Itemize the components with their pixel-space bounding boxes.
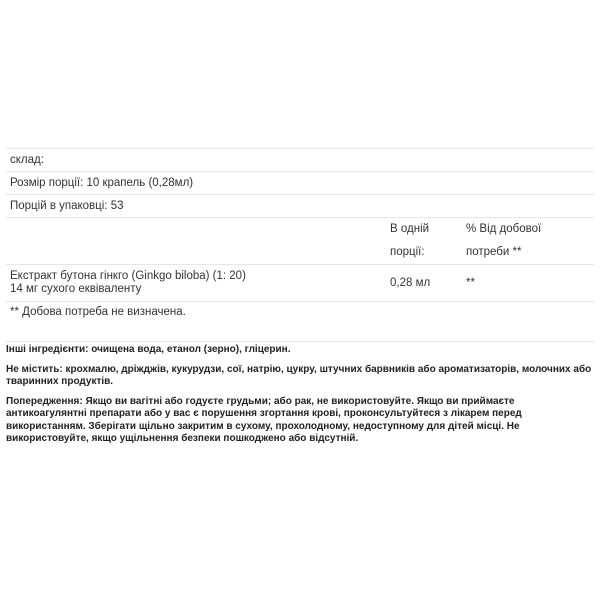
header-amount-line1: В одній xyxy=(390,223,430,235)
table-row-ingredient xyxy=(6,265,594,302)
facts-title: склад: xyxy=(6,149,594,172)
header-amount xyxy=(386,218,462,265)
table-header-row xyxy=(6,218,594,265)
ingredient-sub: 14 мг сухого еквіваленту xyxy=(10,283,142,295)
footnote: ** Добова потреба не визначена. xyxy=(6,302,594,342)
supplement-facts-table xyxy=(6,148,594,342)
other-ingredients: Інші інгредієнти: очищена вода, етанол (зерно), гліцерин. xyxy=(6,344,291,355)
ingredient-amount: 0,28 мл xyxy=(386,265,462,302)
servings-per-container: Порцій в упаковці: 53 xyxy=(6,195,594,218)
header-dv-line2: потреби ** xyxy=(466,246,522,258)
warning: Попередження: Якщо ви вагітні або годуєте грудьми; або рак, не використовуйте. Якщо ви приймаєте антикоагулянтні препарати або у вас є порушення згортання крові, проконсультуйтеся з лікарем перед використанням. Зберігати щільно закритим в сухому, прохолодному, недоступному для дітей місці. Не використовуйте, якщо ущільнення безпеки пошкоджено або відсутній. xyxy=(6,395,522,444)
header-dv-line1: % Від добової xyxy=(466,223,542,235)
ingredient-dv: ** xyxy=(462,265,594,302)
table-row-footnote xyxy=(6,302,594,342)
header-empty-cell xyxy=(6,218,386,265)
serving-size: Розмір порції: 10 крапель (0,28мл) xyxy=(6,172,594,195)
table-row-title xyxy=(6,149,594,172)
header-daily-value xyxy=(462,218,594,265)
does-not-contain: Не містить: крохмалю, дріжджів, кукурудзи, сої, натрію, цукру, штучних барвників або ароматизаторів, молочних або тваринних продуктів. xyxy=(6,363,592,387)
table-row-serving-size xyxy=(6,172,594,195)
ingredient-name-cell xyxy=(6,265,386,302)
header-amount-line2: порції: xyxy=(390,246,425,258)
table-row-servings-per-container xyxy=(6,195,594,218)
notes-section xyxy=(6,344,594,453)
ingredient-name: Екстракт бутона гінкго (Ginkgo biloba) (1: 20) xyxy=(10,270,246,282)
